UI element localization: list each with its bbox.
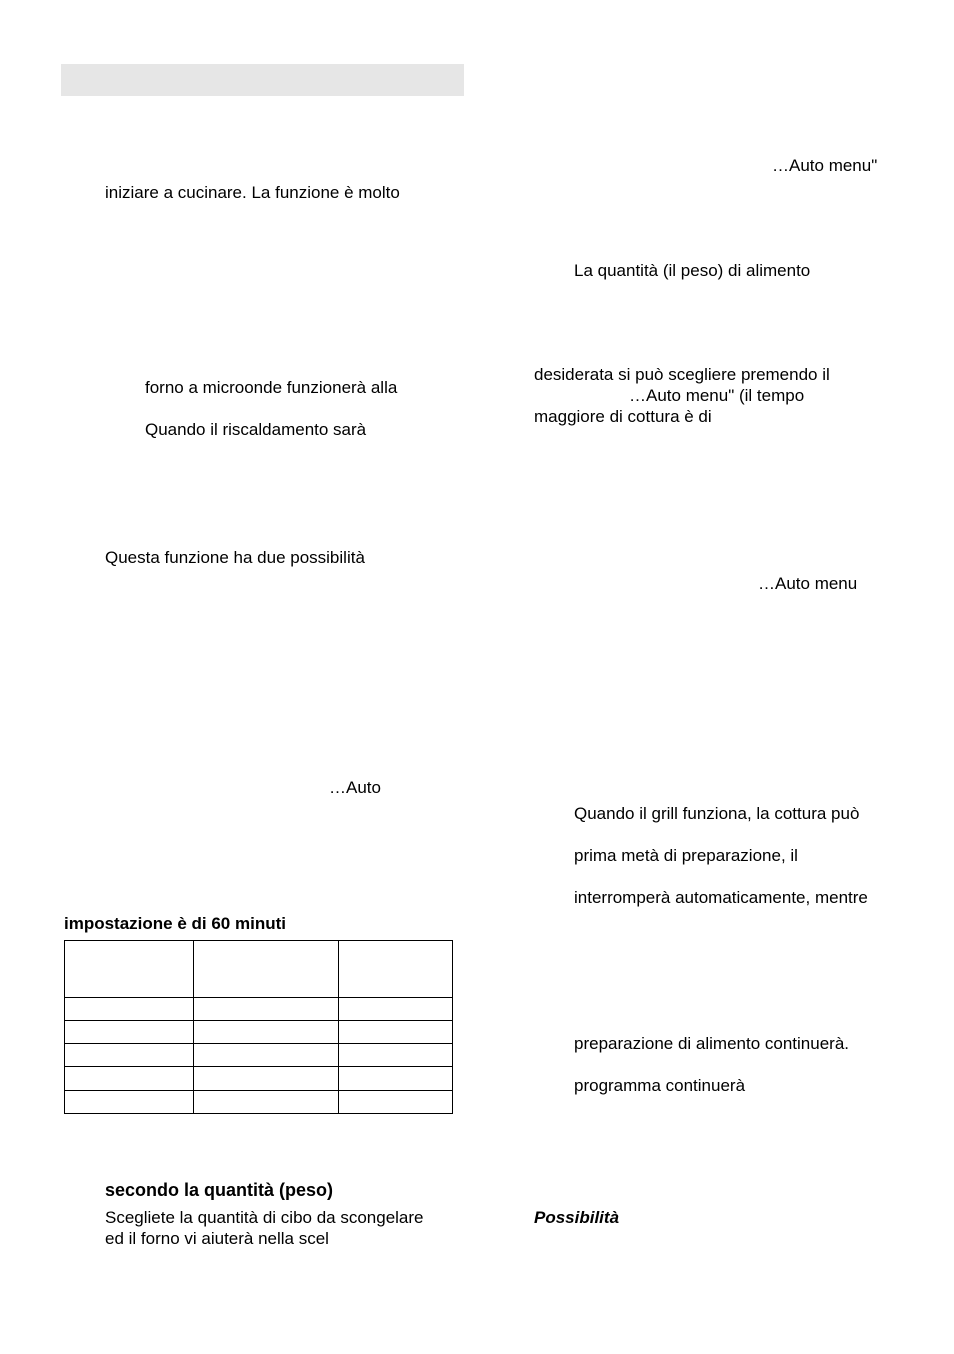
paragraph-line-2: ed il forno vi aiuterà nella scel	[105, 1229, 329, 1248]
right-text-line-11: programma continuerà	[574, 1076, 746, 1095]
table-cell	[194, 1090, 339, 1113]
section-header-bar	[61, 64, 464, 96]
table-cell	[339, 941, 453, 998]
table-row	[65, 1044, 453, 1067]
left-text-line-1: iniziare a cucinare. La funzione è molto	[105, 183, 400, 202]
right-text-line-4: …Auto menu" (il tempo	[629, 386, 805, 405]
table-cell	[339, 1067, 453, 1090]
left-text-line-3: Quando il riscaldamento sarà	[145, 420, 367, 439]
table-row	[65, 1020, 453, 1043]
table-cell	[65, 1044, 194, 1067]
table-cell	[65, 1020, 194, 1043]
table-cell	[194, 1067, 339, 1090]
right-text-line-2: La quantità (il peso) di alimento	[574, 261, 811, 280]
left-text-line-2: forno a microonde funzionerà alla	[145, 378, 398, 397]
table-caption: impostazione è di 60 minuti	[64, 914, 286, 933]
table-cell	[339, 1044, 453, 1067]
right-text-line-3: desiderata si può scegliere premendo il	[534, 365, 830, 384]
right-text-line-6: …Auto menu	[758, 574, 858, 593]
table-cell	[194, 1020, 339, 1043]
paragraph-line-1: Scegliete la quantità di cibo da scongelare	[105, 1208, 424, 1227]
table-cell	[339, 1090, 453, 1113]
section-heading: secondo la quantità (peso)	[105, 1180, 334, 1200]
left-text-line-5: …Auto	[329, 778, 381, 797]
right-text-line-9: interromperà automaticamente, mentre	[574, 888, 868, 907]
table-cell	[65, 1067, 194, 1090]
left-text-line-4: Questa funzione ha due possibilità	[105, 548, 365, 567]
table-cell	[65, 1090, 194, 1113]
table-cell	[339, 997, 453, 1020]
right-text-line-7: Quando il grill funziona, la cottura può	[574, 804, 860, 823]
table-cell	[339, 1020, 453, 1043]
table-cell	[194, 1044, 339, 1067]
table-row	[65, 997, 453, 1020]
table-header-row	[65, 941, 453, 998]
right-text-line-10: preparazione di alimento continuerà.	[574, 1034, 850, 1053]
table-cell	[65, 941, 194, 998]
possibility-label: Possibilità	[534, 1208, 620, 1227]
table-row	[65, 1067, 453, 1090]
table-cell	[194, 941, 339, 998]
right-text-line-1: …Auto menu"	[772, 156, 878, 175]
table-cell	[65, 997, 194, 1020]
table-cell	[194, 997, 339, 1020]
right-text-line-5: maggiore di cottura è di	[534, 407, 712, 426]
right-text-line-8: prima metà di preparazione, il	[574, 846, 798, 865]
settings-table	[64, 940, 453, 1114]
table-row	[65, 1090, 453, 1113]
